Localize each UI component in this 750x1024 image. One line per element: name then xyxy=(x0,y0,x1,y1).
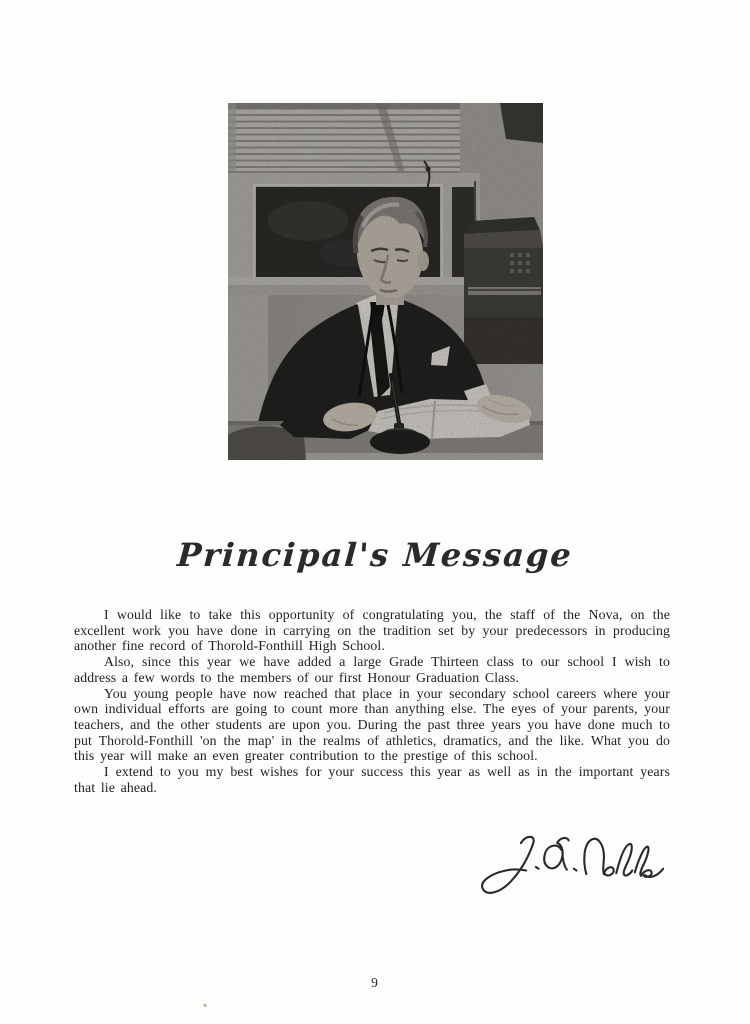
message-paragraph-3: You young people have now reached that place in your secondary school careers where your own individual efforts are going to count more than anything else. The eyes of your parents, your teachers, and the other students are upon you. During the past three years you have done much to put Thorold-Fonthill 'on the map' in the realms of athletics, dramatics, and the like. What you do this year will make an even greater contribution to the prestige of this school. xyxy=(74,685,670,764)
page-number: 9 xyxy=(371,975,379,990)
message-paragraph-4: I extend to you my best wishes for your success this year as well as in the important years that lie ahead. xyxy=(74,764,670,795)
photo-grain xyxy=(228,103,543,460)
page-title: Principal's Message xyxy=(175,536,575,574)
print-speck xyxy=(203,1003,208,1008)
signature-art xyxy=(452,816,664,902)
message-paragraph-1: I would like to take this opportunity of congratulating you, the staff of the Nova, on the excellent work you have done in carrying on the tradition set by your predecessors in producing another fine record of Thorold-Fonthill High School. xyxy=(74,607,670,654)
message-body xyxy=(74,607,670,795)
principal-signature xyxy=(452,816,664,902)
message-paragraph-2: Also, since this year we have added a large Grade Thirteen class to our school I wish to address a few words to the members of our first Honour Graduation Class. xyxy=(74,654,670,685)
principal-photo-art xyxy=(228,103,543,460)
principal-photo xyxy=(228,103,543,460)
